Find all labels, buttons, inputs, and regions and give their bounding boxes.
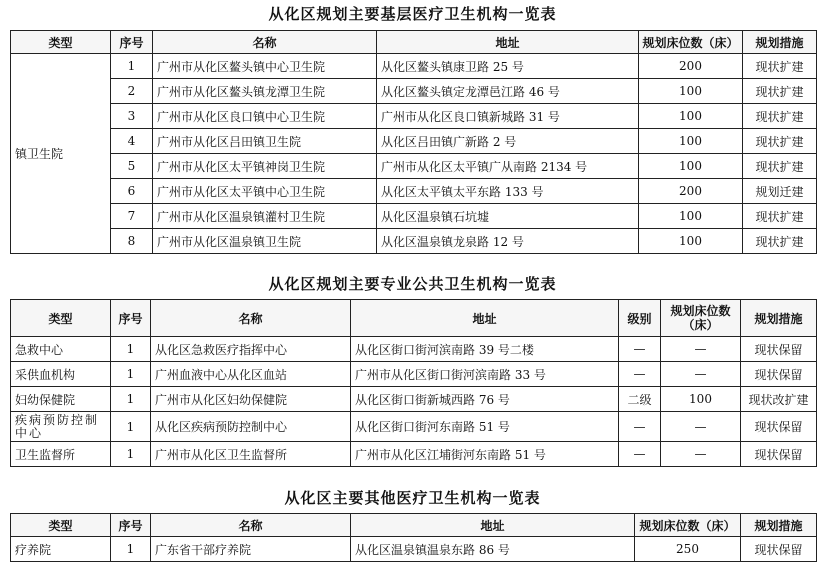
header-beds: 规划床位数（床） (635, 514, 741, 537)
row-name: 从化区疾病预防控制中心 (151, 412, 351, 442)
row-address: 广州市从化区街口街河滨南路 33 号 (351, 362, 619, 387)
header-no: 序号 (111, 31, 153, 54)
row-beds: 100 (639, 154, 743, 179)
row-no: 7 (111, 204, 153, 229)
row-measure: 现状保留 (741, 412, 817, 442)
row-no: 1 (111, 54, 153, 79)
row-address: 广州市从化区良口镇新城路 31 号 (377, 104, 639, 129)
table3-header-row (11, 514, 817, 537)
row-name: 广州市从化区良口镇中心卫生院 (153, 104, 377, 129)
header-address: 地址 (377, 31, 639, 54)
row-measure: 现状扩建 (743, 129, 817, 154)
row-name: 广州市从化区卫生监督所 (151, 442, 351, 467)
row-address: 从化区街口街新城西路 76 号 (351, 387, 619, 412)
row-name: 广东省干部疗养院 (151, 537, 351, 562)
row-address: 广州市从化区太平镇广从南路 2134 号 (377, 154, 639, 179)
table-row (11, 412, 817, 442)
header-measure: 规划措施 (741, 300, 817, 337)
row-address: 从化区温泉镇石坑墟 (377, 204, 639, 229)
row-beds: 200 (639, 54, 743, 79)
table2-title: 从化区规划主要专业公共卫生机构一览表 (268, 275, 557, 293)
row-no: 6 (111, 179, 153, 204)
row-beds: 100 (639, 229, 743, 254)
header-address: 地址 (351, 514, 635, 537)
header-beds: 规划床位数（床） (639, 31, 743, 54)
row-measure: 现状扩建 (743, 104, 817, 129)
row-beds: — (661, 337, 741, 362)
row-name: 广州市从化区妇幼保健院 (151, 387, 351, 412)
header-type: 类型 (11, 31, 111, 54)
row-no: 4 (111, 129, 153, 154)
table1-title: 从化区规划主要基层医疗卫生机构一览表 (268, 5, 557, 23)
row-beds: 100 (639, 79, 743, 104)
table-row (11, 204, 817, 229)
table1-header-row (11, 31, 817, 54)
table-row (11, 537, 817, 562)
row-level: — (619, 362, 661, 387)
row-beds: 100 (639, 104, 743, 129)
row-no: 1 (111, 362, 151, 387)
row-no: 2 (111, 79, 153, 104)
row-measure: 现状保留 (741, 537, 817, 562)
table2-header-row (11, 300, 817, 337)
row-no: 5 (111, 154, 153, 179)
table-row (11, 179, 817, 204)
row-beds: 100 (661, 387, 741, 412)
row-name: 广州市从化区鳌头镇龙潭卫生院 (153, 79, 377, 104)
header-level: 级别 (619, 300, 661, 337)
row-address: 从化区太平镇太平东路 133 号 (377, 179, 639, 204)
row-type: 疾病预防控制中心 (11, 412, 111, 442)
type-cell: 镇卫生院 (11, 54, 111, 254)
row-measure: 现状扩建 (743, 229, 817, 254)
row-no: 1 (111, 412, 151, 442)
row-measure: 规划迁建 (743, 179, 817, 204)
row-address: 从化区街口街河东南路 51 号 (351, 412, 619, 442)
header-measure: 规划措施 (741, 514, 817, 537)
row-level: — (619, 442, 661, 467)
row-no: 3 (111, 104, 153, 129)
header-name: 名称 (153, 31, 377, 54)
header-address: 地址 (351, 300, 619, 337)
row-address: 从化区温泉镇龙泉路 12 号 (377, 229, 639, 254)
table-row (11, 104, 817, 129)
row-name: 广州市从化区太平镇中心卫生院 (153, 179, 377, 204)
table-row (11, 387, 817, 412)
row-beds: 100 (639, 129, 743, 154)
row-type: 急救中心 (11, 337, 111, 362)
row-name: 广州市从化区鳌头镇中心卫生院 (153, 54, 377, 79)
header-measure: 规划措施 (743, 31, 817, 54)
header-type: 类型 (11, 514, 111, 537)
row-name: 广州血液中心从化区血站 (151, 362, 351, 387)
header-no: 序号 (111, 300, 151, 337)
table-row (11, 129, 817, 154)
row-name: 广州市从化区温泉镇卫生院 (153, 229, 377, 254)
row-address: 从化区温泉镇温泉东路 86 号 (351, 537, 635, 562)
row-name: 从化区急救医疗指挥中心 (151, 337, 351, 362)
row-name: 广州市从化区吕田镇卫生院 (153, 129, 377, 154)
table3-title: 从化区主要其他医疗卫生机构一览表 (284, 489, 541, 507)
table3 (10, 513, 817, 562)
row-no: 1 (111, 537, 151, 562)
row-name: 广州市从化区太平镇神岗卫生院 (153, 154, 377, 179)
row-measure: 现状保留 (741, 337, 817, 362)
row-address: 从化区街口街河滨南路 39 号二楼 (351, 337, 619, 362)
row-measure: 现状扩建 (743, 79, 817, 104)
row-level: 二级 (619, 387, 661, 412)
row-beds: — (661, 362, 741, 387)
header-name: 名称 (151, 300, 351, 337)
row-no: 1 (111, 387, 151, 412)
row-no: 1 (111, 442, 151, 467)
row-beds: — (661, 412, 741, 442)
row-beds: 200 (639, 179, 743, 204)
header-no: 序号 (111, 514, 151, 537)
row-address: 从化区鳌头镇定龙潭邑江路 46 号 (377, 79, 639, 104)
row-level: — (619, 337, 661, 362)
table-row (11, 229, 817, 254)
row-type: 疗养院 (11, 537, 111, 562)
table-row (11, 154, 817, 179)
row-no: 1 (111, 337, 151, 362)
table-row (11, 54, 817, 79)
row-beds: 250 (635, 537, 741, 562)
row-measure: 现状扩建 (743, 154, 817, 179)
table2 (10, 299, 817, 467)
header-name: 名称 (151, 514, 351, 537)
row-name: 广州市从化区温泉镇灌村卫生院 (153, 204, 377, 229)
row-beds: — (661, 442, 741, 467)
row-type: 采供血机构 (11, 362, 111, 387)
table-row (11, 362, 817, 387)
table-row (11, 337, 817, 362)
header-type: 类型 (11, 300, 111, 337)
table-row (11, 79, 817, 104)
table1 (10, 30, 817, 254)
row-measure: 现状保留 (741, 442, 817, 467)
row-measure: 现状扩建 (743, 54, 817, 79)
row-type: 妇幼保健院 (11, 387, 111, 412)
row-address: 广州市从化区江埔街河东南路 51 号 (351, 442, 619, 467)
row-beds: 100 (639, 204, 743, 229)
row-measure: 现状保留 (741, 362, 817, 387)
row-type: 卫生监督所 (11, 442, 111, 467)
row-measure: 现状改扩建 (741, 387, 817, 412)
row-level: — (619, 412, 661, 442)
row-address: 从化区鳌头镇康卫路 25 号 (377, 54, 639, 79)
row-measure: 现状扩建 (743, 204, 817, 229)
row-address: 从化区吕田镇广新路 2 号 (377, 129, 639, 154)
header-beds: 规划床位数（床） (661, 300, 741, 337)
table-row (11, 442, 817, 467)
row-no: 8 (111, 229, 153, 254)
